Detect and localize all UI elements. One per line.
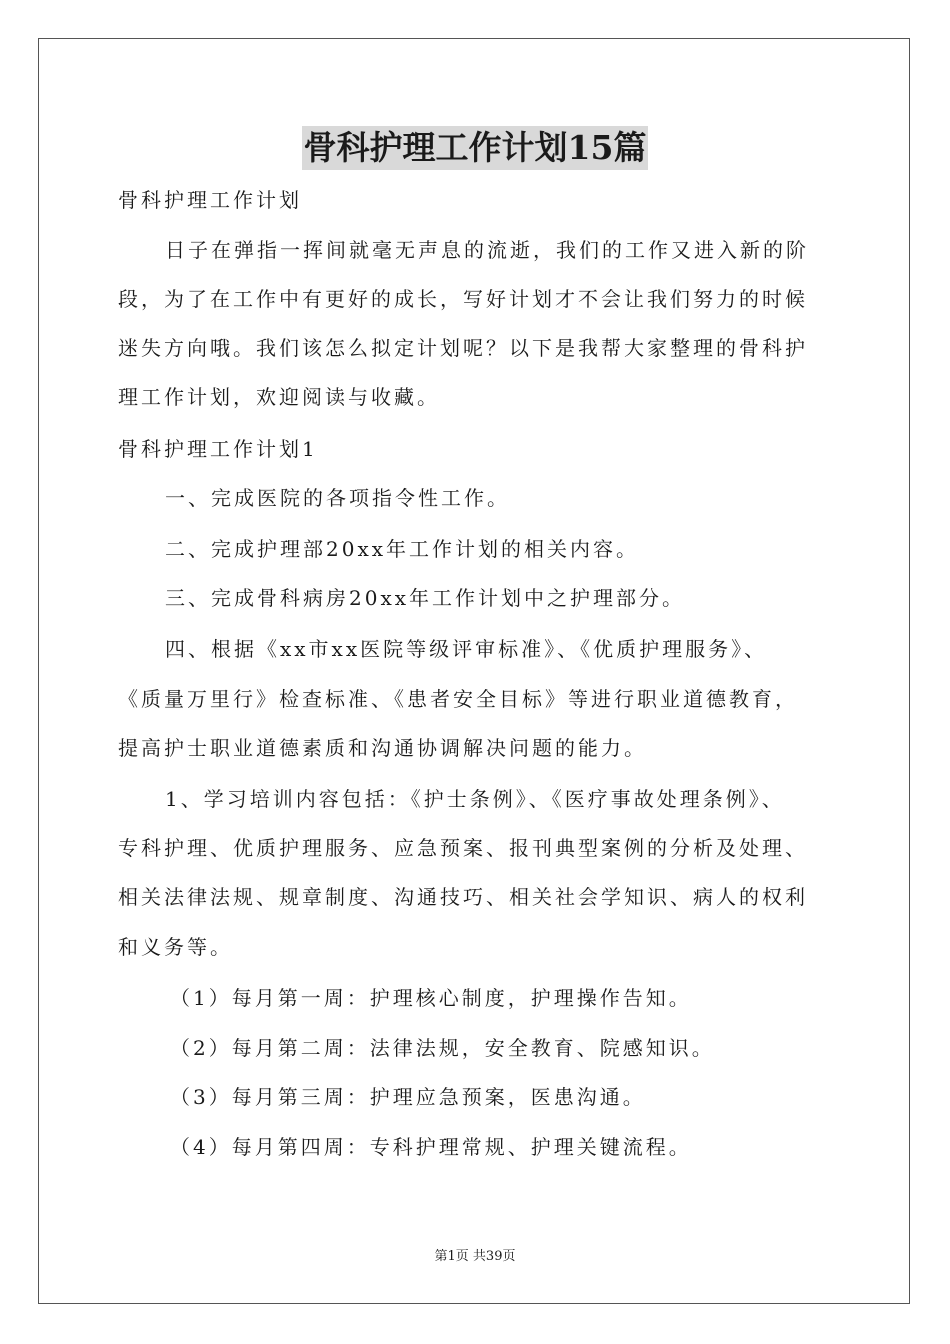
list-item: 二、完成护理部20xx年工作计划的相关内容。 — [165, 537, 640, 561]
page-number-footer: 第1页 共39页 — [434, 1249, 516, 1264]
page-border — [38, 38, 910, 1304]
list-item-continuation: 《质量万里行》检查标准、《患者安全目标》等进行职业道德教育， — [118, 687, 798, 711]
weekly-item: （1）每月第一周：护理核心制度，护理操作告知。 — [170, 986, 692, 1010]
weekly-item: （2）每月第二周：法律法规，安全教育、院感知识。 — [170, 1036, 715, 1060]
document-title: 骨科护理工作计划15篇 — [302, 126, 649, 170]
title-container — [0, 126, 950, 170]
intro-line: 日子在弹指一挥间就毫无声息的流逝，我们的工作又进入新的阶 — [165, 238, 809, 262]
document-subtitle: 骨科护理工作计划 — [118, 188, 302, 212]
weekly-item: （3）每月第三周：护理应急预案，医患沟通。 — [170, 1085, 646, 1109]
training-line: 和义务等。 — [118, 935, 233, 959]
intro-line: 迷失方向哦。我们该怎么拟定计划呢？以下是我帮大家整理的骨科护 — [118, 336, 808, 360]
list-item: 三、完成骨科病房20xx年工作计划中之护理部分。 — [165, 586, 686, 610]
training-line: 相关法律法规、规章制度、沟通技巧、相关社会学知识、病人的权利 — [118, 885, 808, 909]
list-item: 四、根据《xx市xx医院等级评审标准》、《优质护理服务》、 — [165, 637, 768, 661]
weekly-item: （4）每月第四周：专科护理常规、护理关键流程。 — [170, 1135, 692, 1159]
list-item: 一、完成医院的各项指令性工作。 — [165, 486, 510, 510]
section-heading: 骨科护理工作计划1 — [118, 437, 318, 461]
training-line: 1、学习培训内容包括：《护士条例》、《医疗事故处理条例》、 — [165, 787, 785, 811]
intro-line: 理工作计划，欢迎阅读与收藏。 — [118, 385, 440, 409]
intro-line: 段，为了在工作中有更好的成长，写好计划才不会让我们努力的时候 — [118, 287, 808, 311]
training-line: 专科护理、优质护理服务、应急预案、报刊典型案例的分析及处理、 — [118, 836, 808, 860]
list-item-continuation: 提高护士职业道德素质和沟通协调解决问题的能力。 — [118, 736, 647, 760]
